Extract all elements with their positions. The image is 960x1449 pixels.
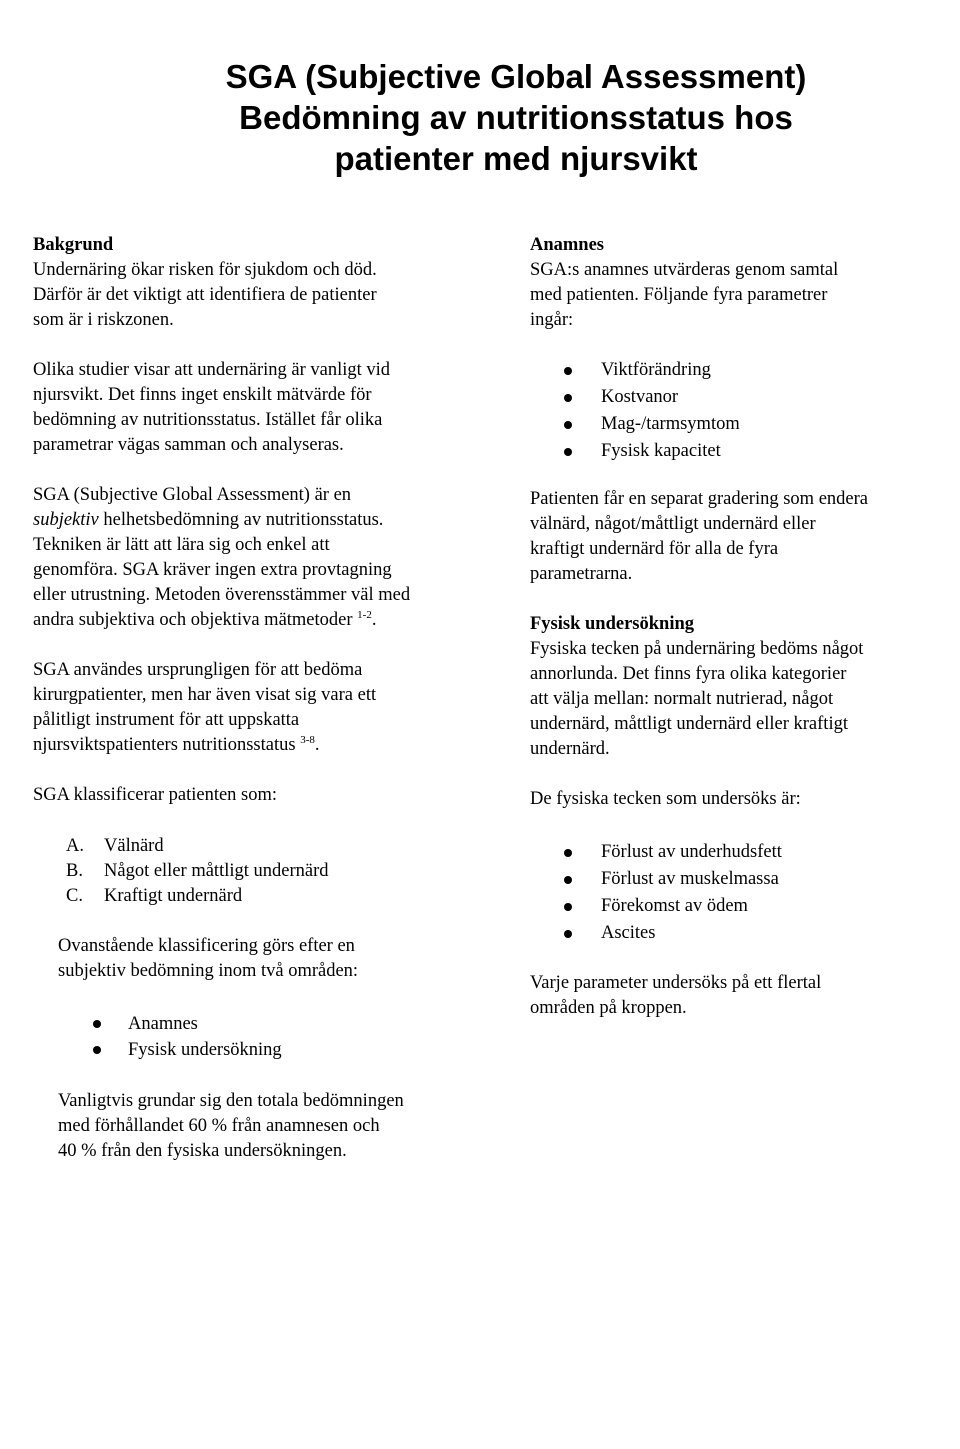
areas-intro: Ovanstående klassificering görs efter en subjektiv bedömning inom två områden: (58, 936, 359, 981)
bullet-icon (564, 394, 572, 402)
page-title (0, 56, 960, 179)
bullet-icon (564, 421, 572, 429)
bullet-icon (93, 1020, 101, 1028)
reference-superscript: 3-8 (300, 734, 315, 746)
list-item: A. Välnärd (66, 836, 164, 856)
areas-list (33, 1011, 503, 1063)
title-line-1: SGA (Subjective Global Assessment) (225, 58, 807, 95)
bullet-icon (564, 448, 572, 456)
grading-paragraph: Patienten får en separat gradering som endera välnärd, något/måttligt undernärd eller kraftigt undernärd för alla de fyra parametrarna. (530, 489, 868, 584)
classification-list (33, 834, 503, 909)
classify-intro: SGA klassificerar patienten som: (33, 785, 278, 805)
reference-superscript: 1-2 (357, 609, 372, 621)
list-item: Fysisk undersökning (33, 1037, 503, 1063)
weighting-paragraph: Vanligtvis grundar sig den totala bedömningen med förhållandet 60 % från anamnesen och 40 % från den fysiska undersökningen. (58, 1091, 404, 1161)
list-item: Förlust av underhudsfett (530, 839, 940, 866)
title-line-3: patienter med njursvikt (334, 140, 698, 177)
closing-paragraph: Varje parameter undersöks på ett flertal områden på kroppen. (530, 973, 822, 1018)
bakgrund-heading: Bakgrund (33, 235, 114, 255)
list-item: Kostvanor (530, 384, 940, 411)
title-line-2: Bedömning av nutritionsstatus hos (239, 99, 793, 136)
anamnes-parameters-list (530, 357, 940, 465)
physical-signs-list (530, 839, 940, 947)
signs-intro: De fysiska tecken som undersöks är: (530, 789, 801, 809)
list-item: Mag-/tarmsymtom (530, 411, 940, 438)
left-column (33, 233, 503, 1164)
fysisk-heading: Fysisk undersökning (530, 614, 694, 634)
list-item: C. Kraftigt undernärd (66, 886, 243, 906)
list-item: Förlust av muskelmassa (530, 866, 940, 893)
list-item: Fysisk kapacitet (530, 438, 940, 465)
bullet-icon (93, 1046, 101, 1054)
bakgrund-paragraph: Undernäring ökar risken för sjukdom och död. Därför är det viktigt att identifiera de patienter som är i riskzonen. (33, 260, 377, 330)
list-item: B. Något eller måttligt undernärd (66, 861, 329, 881)
studies-paragraph: Olika studier visar att undernäring är vanligt vid njursvikt. Det finns inget enskilt mätvärde för bedömning av nutritionsstatus. Istället får olika parametrar vägas samman och analyseras. (33, 360, 391, 455)
bullet-icon (564, 849, 572, 857)
bullet-icon (564, 876, 572, 884)
sga-description-paragraph: SGA (Subjective Global Assessment) är en subjektiv helhetsbedömning av nutritionsstatus. Tekniken är lätt att lära sig och enkel att genomföra. SGA kräver ingen extra provtagning eller utrustning. Metoden överensstämmer väl med andra subjektiva och objektiva mätmetoder $^{1-2}$. (33, 485, 411, 630)
bullet-icon (564, 930, 572, 938)
list-item: Viktförändring (530, 357, 940, 384)
list-item: Ascites (530, 920, 940, 947)
fysisk-paragraph: Fysiska tecken på undernäring bedöms något annorlunda. Det finns fyra olika kategorier att välja mellan: normalt nutrierad, något undernärd, måttligt undernärd eller kraftigt undernärd. (530, 639, 864, 759)
anamnes-paragraph: SGA:s anamnes utvärderas genom samtal med patienten. Följande fyra parametrer ingår: (530, 260, 839, 330)
sga-history-paragraph: SGA användes ursprungligen för att bedöma kirurgpatienter, men har även visat sig vara ett pålitligt instrument för att uppskatta njursviktspatienters nutritionsstatus $^{3-8}$. (33, 660, 377, 755)
list-item: Anamnes (33, 1011, 503, 1037)
bullet-icon (564, 367, 572, 375)
bullet-icon (564, 903, 572, 911)
right-column (530, 233, 940, 1021)
list-item: Förekomst av ödem (530, 893, 940, 920)
anamnes-heading: Anamnes (530, 235, 605, 255)
